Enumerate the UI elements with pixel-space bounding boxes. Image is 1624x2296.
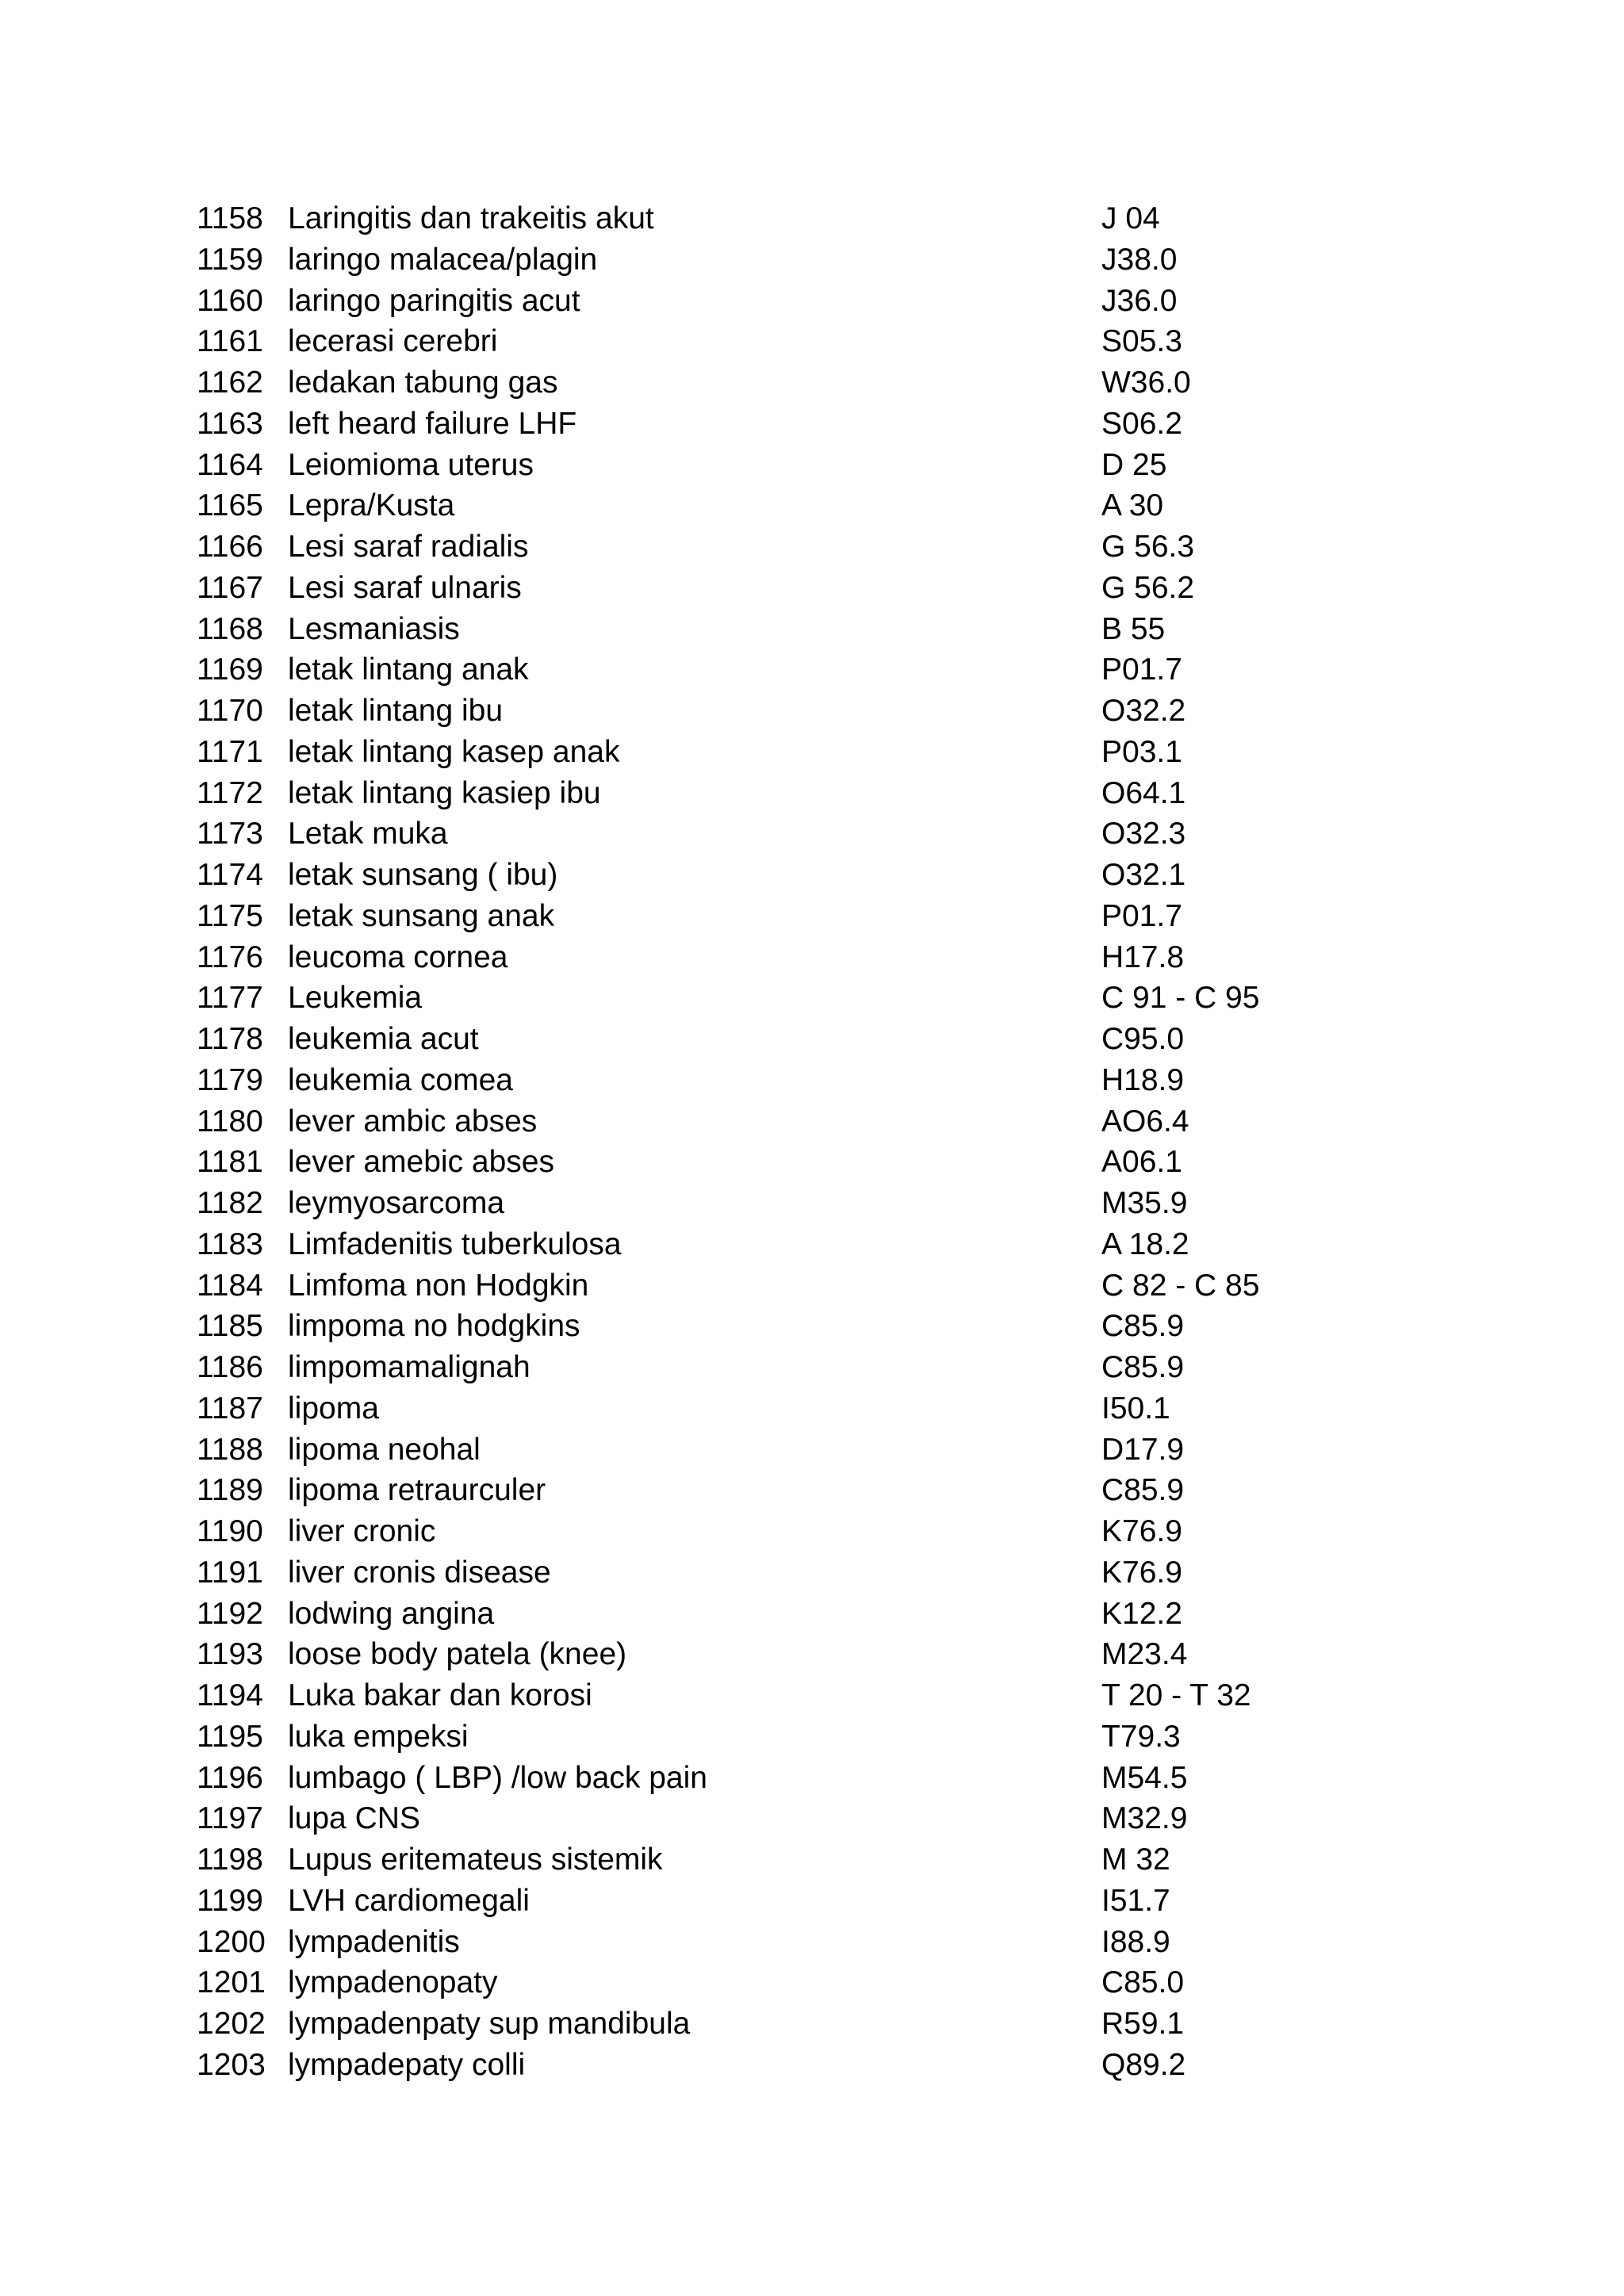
row-number: 1195 (197, 1719, 263, 1754)
diagnosis-name: Laringitis dan trakeitis akut (288, 201, 654, 235)
row-number: 1194 (197, 1678, 263, 1712)
icd-code: C85.9 (1101, 1473, 1185, 1508)
diagnosis-name: lympadepaty colli (288, 2047, 526, 2082)
row-number: 1189 (197, 1473, 263, 1508)
diagnosis-name: LVH cardiomegali (288, 1883, 530, 1918)
list-item (197, 1470, 1307, 1511)
row-number: 1163 (197, 406, 263, 441)
diagnosis-name: Lesmaniasis (288, 611, 460, 646)
row-number: 1188 (197, 1432, 263, 1467)
icd-code: M23.4 (1101, 1637, 1188, 1672)
icd-code: C95.0 (1101, 1022, 1185, 1056)
row-number: 1174 (197, 858, 263, 892)
icd-code: J36.0 (1101, 283, 1178, 318)
list-item (197, 978, 1307, 1019)
list-item (197, 1881, 1307, 1922)
row-number: 1175 (197, 898, 263, 933)
icd-code: K76.9 (1101, 1514, 1182, 1548)
diagnosis-name: ledakan tabung gas (288, 365, 558, 400)
row-number: 1176 (197, 939, 263, 974)
list-item (197, 198, 1307, 239)
row-number: 1162 (197, 365, 263, 400)
icd-code: P03.1 (1101, 734, 1182, 769)
list-item (197, 1060, 1307, 1101)
row-number: 1170 (197, 694, 263, 728)
icd-code: A 18.2 (1101, 1226, 1189, 1261)
diagnosis-name: lympadenitis (288, 1924, 460, 1959)
diagnosis-name: limpomamalignah (288, 1350, 530, 1384)
diagnosis-name: letak lintang anak (288, 652, 529, 687)
row-number: 1203 (197, 2047, 266, 2082)
row-number: 1187 (197, 1391, 263, 1425)
row-number: 1167 (197, 570, 263, 605)
list-item (197, 1183, 1307, 1224)
diagnosis-name: Limfadenitis tuberkulosa (288, 1226, 622, 1261)
icd-code: K12.2 (1101, 1596, 1182, 1631)
row-number: 1201 (197, 1965, 266, 2000)
list-item (197, 1388, 1307, 1429)
icd-code: C85.9 (1101, 1350, 1185, 1384)
icd-code: M54.5 (1101, 1760, 1188, 1795)
diagnosis-code-list (197, 198, 1307, 2086)
diagnosis-name: letak lintang ibu (288, 694, 504, 728)
list-item (197, 1798, 1307, 1839)
icd-code: P01.7 (1101, 898, 1182, 933)
icd-code: H17.8 (1101, 939, 1185, 974)
list-item (197, 732, 1307, 773)
row-number: 1173 (197, 817, 263, 851)
row-number: 1185 (197, 1309, 263, 1344)
list-item (197, 568, 1307, 609)
diagnosis-name: lympadenpaty sup mandibula (288, 2007, 691, 2041)
diagnosis-name: letak sunsang anak (288, 898, 555, 933)
list-item (197, 1142, 1307, 1183)
icd-code: W36.0 (1101, 365, 1191, 400)
diagnosis-name: leucoma cornea (288, 939, 508, 974)
icd-code: D17.9 (1101, 1432, 1185, 1467)
list-item (197, 1839, 1307, 1881)
diagnosis-name: limpoma no hodgkins (288, 1309, 580, 1344)
icd-code: C85.0 (1101, 1965, 1185, 2000)
diagnosis-name: laringo malacea/plagin (288, 242, 598, 277)
row-number: 1172 (197, 775, 263, 810)
diagnosis-name: leukemia acut (288, 1022, 479, 1056)
row-number: 1193 (197, 1637, 263, 1672)
list-item (197, 1758, 1307, 1799)
diagnosis-name: lecerasi cerebri (288, 324, 498, 359)
row-number: 1186 (197, 1350, 263, 1384)
icd-code: G 56.3 (1101, 530, 1195, 564)
list-item (197, 321, 1307, 362)
list-item (197, 1511, 1307, 1552)
list-item (197, 649, 1307, 691)
list-item (197, 526, 1307, 568)
diagnosis-name: lupa CNS (288, 1801, 420, 1836)
icd-code: A06.1 (1101, 1145, 1182, 1180)
row-number: 1164 (197, 447, 263, 482)
list-item (197, 1552, 1307, 1594)
diagnosis-name: letak lintang kasiep ibu (288, 775, 601, 810)
row-number: 1196 (197, 1760, 263, 1795)
diagnosis-name: Lesi saraf ulnaris (288, 570, 522, 605)
list-item (197, 609, 1307, 650)
list-item (197, 2045, 1307, 2086)
row-number: 1180 (197, 1104, 263, 1138)
icd-code: C 91 - C 95 (1101, 981, 1260, 1016)
list-item (197, 1675, 1307, 1716)
diagnosis-name: Leukemia (288, 981, 423, 1016)
diagnosis-name: Leiomioma uterus (288, 447, 534, 482)
icd-code: O64.1 (1101, 775, 1186, 810)
list-item (197, 2003, 1307, 2045)
diagnosis-name: lipoma (288, 1391, 379, 1425)
diagnosis-name: Luka bakar dan korosi (288, 1678, 592, 1712)
icd-code: O32.3 (1101, 817, 1186, 851)
icd-code: C 82 - C 85 (1101, 1268, 1260, 1303)
row-number: 1199 (197, 1883, 263, 1918)
row-number: 1158 (197, 201, 263, 235)
diagnosis-name: letak sunsang ( ibu) (288, 858, 558, 892)
row-number: 1202 (197, 2007, 266, 2041)
row-number: 1192 (197, 1596, 263, 1631)
icd-code: J 04 (1101, 201, 1160, 235)
icd-code: M 32 (1101, 1843, 1170, 1877)
icd-code: D 25 (1101, 447, 1167, 482)
diagnosis-name: Limfoma non Hodgkin (288, 1268, 589, 1303)
list-item (197, 1594, 1307, 1635)
list-item (197, 485, 1307, 526)
diagnosis-name: lympadenopaty (288, 1965, 498, 2000)
row-number: 1182 (197, 1186, 263, 1220)
icd-code: Q89.2 (1101, 2047, 1186, 2082)
diagnosis-name: lever amebic abses (288, 1145, 554, 1180)
list-item (197, 1922, 1307, 1963)
diagnosis-name: liver cronis disease (288, 1555, 551, 1590)
icd-code: S05.3 (1101, 324, 1182, 359)
list-item (197, 896, 1307, 937)
row-number: 1166 (197, 530, 263, 564)
diagnosis-name: left heard failure LHF (288, 406, 577, 441)
row-number: 1160 (197, 283, 263, 318)
row-number: 1181 (197, 1145, 263, 1180)
row-number: 1191 (197, 1555, 263, 1590)
row-number: 1177 (197, 981, 263, 1016)
icd-code: B 55 (1101, 611, 1166, 646)
list-item (197, 1101, 1307, 1142)
list-item (197, 1429, 1307, 1471)
diagnosis-name: lever ambic abses (288, 1104, 538, 1138)
icd-code: O32.2 (1101, 694, 1186, 728)
row-number: 1171 (197, 734, 263, 769)
row-number: 1165 (197, 488, 263, 523)
icd-code: R59.1 (1101, 2007, 1185, 2041)
list-item (197, 1347, 1307, 1388)
icd-code: M35.9 (1101, 1186, 1188, 1220)
diagnosis-name: Lepra/Kusta (288, 488, 455, 523)
icd-code: I50.1 (1101, 1391, 1170, 1425)
list-item (197, 691, 1307, 732)
icd-code: AO6.4 (1101, 1104, 1189, 1138)
list-item (197, 1019, 1307, 1060)
list-item (197, 1306, 1307, 1347)
diagnosis-name: Lupus eritemateus sistemik (288, 1843, 663, 1877)
row-number: 1190 (197, 1514, 263, 1548)
row-number: 1169 (197, 652, 263, 687)
list-item (197, 281, 1307, 322)
diagnosis-name: lodwing angina (288, 1596, 495, 1631)
icd-code: T79.3 (1101, 1719, 1181, 1754)
diagnosis-name: Lesi saraf radialis (288, 530, 529, 564)
diagnosis-name: Letak muka (288, 817, 448, 851)
list-item (197, 1265, 1307, 1307)
list-item (197, 937, 1307, 978)
icd-code: C85.9 (1101, 1309, 1185, 1344)
icd-code: P01.7 (1101, 652, 1182, 687)
row-number: 1161 (197, 324, 263, 359)
diagnosis-name: liver cronic (288, 1514, 436, 1548)
diagnosis-name: leukemia comea (288, 1062, 513, 1097)
list-item (197, 855, 1307, 896)
diagnosis-name: leymyosarcoma (288, 1186, 505, 1220)
icd-code: M32.9 (1101, 1801, 1188, 1836)
row-number: 1179 (197, 1062, 263, 1097)
icd-code: A 30 (1101, 488, 1164, 523)
list-item (197, 1716, 1307, 1758)
diagnosis-name: luka empeksi (288, 1719, 469, 1754)
icd-code: I51.7 (1101, 1883, 1170, 1918)
icd-code: T 20 - T 32 (1101, 1678, 1251, 1712)
icd-code: H18.9 (1101, 1062, 1185, 1097)
row-number: 1198 (197, 1843, 263, 1877)
list-item (197, 404, 1307, 445)
row-number: 1183 (197, 1226, 263, 1261)
diagnosis-name: laringo paringitis acut (288, 283, 580, 318)
row-number: 1178 (197, 1022, 263, 1056)
list-item (197, 1224, 1307, 1265)
icd-code: O32.1 (1101, 858, 1186, 892)
list-item (197, 1634, 1307, 1675)
icd-code: G 56.2 (1101, 570, 1195, 605)
diagnosis-name: loose body patela (knee) (288, 1637, 627, 1672)
row-number: 1197 (197, 1801, 263, 1836)
list-item (197, 813, 1307, 855)
icd-code: S06.2 (1101, 406, 1182, 441)
diagnosis-name: lumbago ( LBP) /low back pain (288, 1760, 707, 1795)
icd-code: I88.9 (1101, 1924, 1170, 1959)
diagnosis-name: lipoma retraurculer (288, 1473, 546, 1508)
row-number: 1168 (197, 611, 263, 646)
list-item (197, 1962, 1307, 2003)
list-item (197, 445, 1307, 486)
icd-code: K76.9 (1101, 1555, 1182, 1590)
diagnosis-name: lipoma neohal (288, 1432, 481, 1467)
row-number: 1200 (197, 1924, 266, 1959)
list-item (197, 773, 1307, 814)
row-number: 1159 (197, 242, 263, 277)
list-item (197, 362, 1307, 404)
row-number: 1184 (197, 1268, 263, 1303)
diagnosis-name: letak lintang kasep anak (288, 734, 620, 769)
icd-code: J38.0 (1101, 242, 1178, 277)
list-item (197, 239, 1307, 281)
